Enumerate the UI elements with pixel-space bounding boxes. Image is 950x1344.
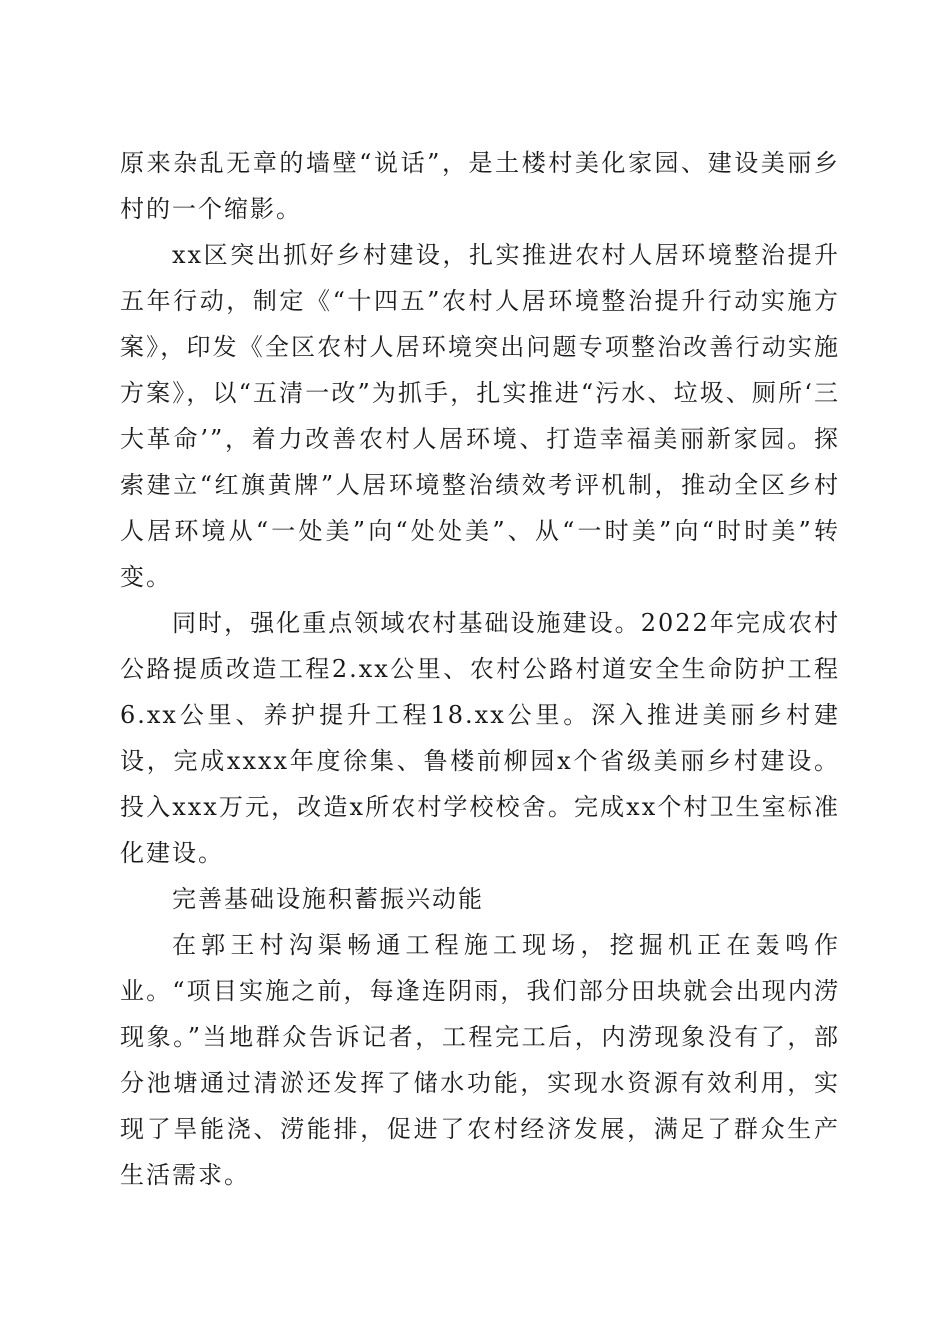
paragraph-continuation: 原来杂乱无章的墙壁“说话”，是土楼村美化家园、建设美丽乡村的一个缩影。 <box>120 149 840 223</box>
paragraph-rural-environment: xx区突出抓好乡村建设，扎实推进农村人居环境整治提升五年行动，制定《“十四五”农村人居环境整治提升行动实施方案》，印发《全区农村人居环境突出问题专项整治改善行动实施方案》，以“五清一改”为抓手，扎实推进“污水、垃圾、厕所‘三大革命’”，着力改善农村人居环境、打造幸福美丽新家园。探索建立“红旗黄牌”人居环境整治绩效考评机制，推动全区乡村人居环境从“一处美”向“处处美”、从“一时美”向“时时美”转变。 <box>120 241 840 591</box>
paragraph-drainage-project: 在郭王村沟渠畅通工程施工现场，挖掘机正在轰鸣作业。“项目实施之前，每逢连阴雨，我们部分田块就会出现内涝现象。”当地群众告诉记者，工程完工后，内涝现象没有了，部分池塘通过清淤还发挥了储水功能，实现水资源有效利用，实现了旱能浇、涝能排，促进了农村经济发展，满足了群众生产生活需求。 <box>120 931 840 1189</box>
section-heading: 完善基础设施积蓄振兴动能 <box>172 885 484 913</box>
document-page <box>120 140 840 1198</box>
paragraph-infrastructure: 同时，强化重点领域农村基础设施建设。2022年完成农村公路提质改造工程2.xx公里、农村公路村道安全生命防护工程6.xx公里、养护提升工程18.xx公里。深入推进美丽乡村建设，完成xxxx年度徐集、鲁楼前柳园x个省级美丽乡村建设。投入xxx万元，改造x所农村学校校舍。完成xx个村卫生室标准化建设。 <box>120 609 840 867</box>
